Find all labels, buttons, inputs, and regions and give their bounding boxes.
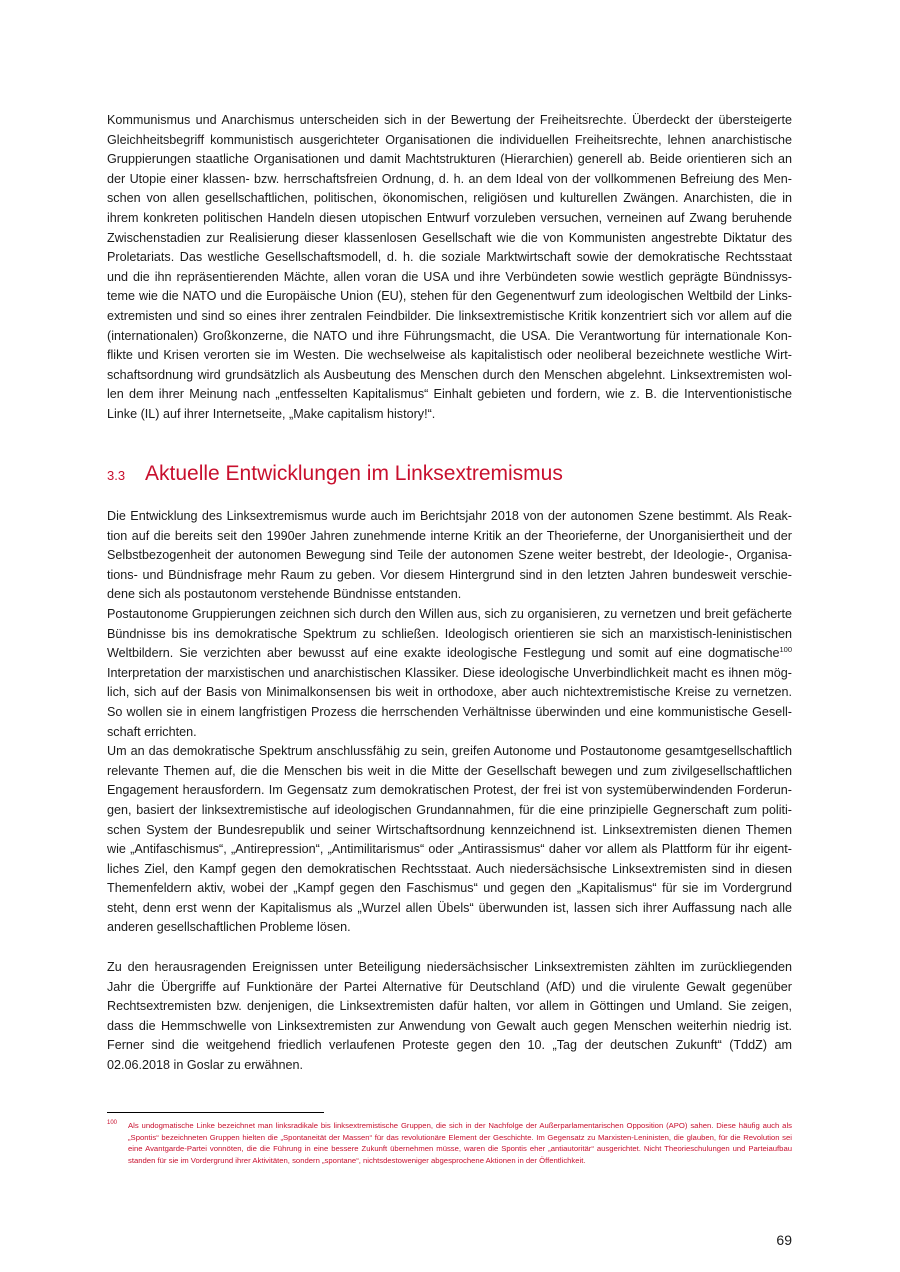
- text-line: Proletariats. Das westliche Gesellschaftsmodell, d. h. die soziale Marktwirtschaft sowie der demokratische Rechtsstaat: [107, 250, 792, 265]
- text-line: Linke (IL) auf ihrer Internetseite, „Make capitalism history!“.: [107, 406, 436, 421]
- text-line: Ferner sind die weitgehend friedlich verlaufenen Proteste gegen den 10. „Tag der deutschen Zukunft“ (TddZ) am: [107, 1038, 792, 1053]
- footnote-number: 100: [107, 1120, 118, 1126]
- text-line: Gruppierungen staatliche Organisationen und damit Machtstrukturen (Hierarchien) generell ab. Beide orientieren sich an: [107, 152, 792, 167]
- text-line: Rechtsextremisten bzw. denjenigen, die Linksextremisten dafür halten, vor allem in Göttingen und Umland. Sie zeigen,: [107, 999, 792, 1014]
- section-number: 3.3: [107, 468, 126, 483]
- footnote: [107, 1120, 792, 1167]
- text-line: Engagement herausfordern. Im Gegensatz zum demokratischen Protest, der frei ist von systemüberwindenden Forderun-: [107, 783, 792, 798]
- text-line: Jahr die Übergriffe auf Funktionäre der Partei Alternative für Deutschland (AfD) und die virulente Gewalt gegenüber: [107, 979, 792, 994]
- text-line: schaftsordnung wird grundsätzlich als Ausbeutung des Menschen durch den Menschen abgelehnt. Linksextremisten wol-: [107, 367, 792, 382]
- text-line: So wollen sie in einem langfristigen Prozess die herrschenden Verhältnisse überwinden und eine kommunistische Gesell-: [107, 704, 792, 719]
- text-line: tion auf die bereits seit den 1990er Jahren zunehmende interne Kritik an der Theorieferne, der Unorganisiertheit und der: [107, 528, 792, 543]
- text-line: schen von allen gesellschaftlichen, politischen, ökonomischen, religiösen und kulturellen Zwängen. Anarchisten, die in: [107, 191, 792, 206]
- text-line: Themenfeldern aktiv, wobei der „Kampf gegen den Faschismus“ und gegen den „Kapitalismus“ für sie im Vordergrund: [107, 881, 792, 896]
- text-line: dene sich als postautonom verstehende Bündnisse entstanden.: [107, 587, 462, 602]
- text-line: liches Ziel, den Kampf gegen den demokratischen Rechtsstaat. Auch niedersächsische Linksextremisten sind in diesen: [107, 861, 792, 876]
- text-line: gen, basiert der linksextremistische auf ideologischen Grundannahmen, für die eine prinzipielle Gegnerschaft zum politi-: [107, 802, 792, 817]
- text-line: tions- und Bündnisfrage mehr Raum zu geben. Vor diesem Hintergrund sind in den letzten Jahren bundesweit verschie-: [107, 567, 792, 582]
- section-heading: [107, 459, 563, 487]
- text-fragment: Weltbildern. Sie verzichten aber bewusst auf eine exakte ideologische Festlegung und somit auf eine dogmatische: [107, 646, 780, 661]
- text-line: ihrem konkreten politischen Handeln diesen utopischen Entwurf vorzuleben versuchen, verneinen auf Zwang beruhende: [107, 210, 792, 225]
- text-line: flikte und Krisen verorten sie im Westen. Die wechselweise als kapitalistisch oder neoliberal bezeichnete westliche Wirt-: [107, 348, 792, 363]
- text-line: Um an das demokratische Spektrum anschlussfähig zu sein, greifen Autonome und Postautonome gesamtgesellschaftlich: [107, 744, 792, 759]
- text-line: Die Entwicklung des Linksextremismus wurde auch im Berichtsjahr 2018 von der autonomen Szene bestimmt. Als Reak-: [107, 509, 792, 523]
- text-line: anderen gesellschaftlichen Probleme lösen.: [107, 920, 351, 935]
- footnote-reference: 100: [779, 645, 792, 655]
- text-line: lich, sich auf der Basis von Minimalkonsensen bis weit in orthodoxe, aber auch nichtextremistische Kreise zu vernetzen.: [107, 685, 792, 700]
- text-line: schen System der Bundesrepublik und seiner Wirtschaftsordnung kennzeichnend ist. Linksextremisten dienen Themen: [107, 822, 792, 837]
- paragraph-block-entwicklungen: [107, 507, 792, 938]
- text-line: wie „Antifaschismus“, „Antirepression“, „Antimilitarismus“ oder „Antirassismus“ daher vor allem als Plattform für ihr eigent-: [107, 842, 792, 857]
- text-line: schaft errichten.: [107, 724, 197, 739]
- text-line: teme wie die NATO und die Europäische Union (EU), stehen für den Gegenentwurf zum ideologischen Weltbild der Links-: [107, 289, 792, 304]
- paragraph-ereignisse: [107, 958, 792, 1076]
- text-line: Kommunismus und Anarchismus unterscheiden sich in der Bewertung der Freiheitsrechte. Überdeckt der übersteigerte: [107, 113, 792, 127]
- text-line: steht, denn erst wenn der Kapitalismus als „Wurzel allen Übels“ überwunden ist, lassen sich ihrer Auffassung nach alle: [107, 900, 792, 915]
- text-line: len dem ihrer Meinung nach „entfesselten Kapitalismus“ Einhalt gebieten und fordern, wie z. B. die Interventionistische: [107, 387, 792, 402]
- paragraph-kommunismus-anarchismus: [107, 111, 792, 425]
- page-number: 69: [776, 1232, 792, 1248]
- text-line: 02.06.2018 in Goslar zu erwähnen.: [107, 1057, 304, 1072]
- text-line: und die ihn repräsentierenden Mächte, allen voran die USA und ihre Verbündeten sowie westlich geprägte Bündnissys-: [107, 269, 792, 284]
- text-line: [107, 644, 792, 664]
- text-line: Postautonome Gruppierungen zeichnen sich durch den Willen aus, sich zu organisieren, zu vernetzen und breit gefächerte: [107, 606, 792, 621]
- text-line: Interpretation der marxistischen und anarchistischen Klassiker. Diese ideologische Unverbindlichkeit macht es ihnen mög-: [107, 665, 792, 680]
- text-line: Zu den herausragenden Ereignissen unter Beteiligung niedersächsischer Linksextremisten zählten im zurückliegenden: [107, 960, 792, 974]
- footnote-text: Als undogmatische Linke bezeichnet man linksradikale bis linksextremistische Gruppen, die sich in der Nachfolge der Außerparlamentarischen Opposition (APO) sahen. Diese häufig auch als „Spontis“ bezeichneten Gruppen hielten die „Spontaneität der Massen“ für das revolutionäre Element der Geschichte. Im Gegensatz zu Marxisten-Leninisten, die glauben, für die Revolution sei eine Avantgarde-Partei vonnöten, die die Führung in eine bessere Zukunft übernehmen müsse, waren die Spontis eher „antiautoritär“ ausgerichtet. Nicht Theorieschulungen und Parteiaufbau standen für sie im Vordergrund ihrer Aktivitäten, sondern „spontane“, nichtsdestoweniger abgesprochene Aktionen in der Öffentlichkeit.: [128, 1121, 792, 1166]
- section-title: Aktuelle Entwicklungen im Linksextremismus: [145, 462, 563, 485]
- footnote-separator: [107, 1112, 324, 1113]
- text-line: dass die Hemmschwelle von Linksextremisten zur Anwendung von Gewalt auch gegen Menschen weiterhin niedrig ist.: [107, 1018, 792, 1033]
- text-line: extremisten und sind so eines ihrer zentralen Feindbilder. Die linksextremistische Kritik konzentriert sich vor allem auf die: [107, 308, 792, 323]
- text-line: Gleichheitsbegriff kommunistisch ausgerichteter Organisationen die individuellen Freiheitsrechte, lehnen anarchistische: [107, 132, 792, 147]
- text-line: (internationalen) Großkonzerne, die NATO und ihre Führungsmacht, die USA. Die Verantwortung für internationale Kon-: [107, 328, 792, 343]
- text-line: Zwischenstadien zur Realisierung dieser klassenlosen Gesellschaft wie die von Kommunisten angestrebte Diktatur des: [107, 230, 792, 245]
- text-line: relevante Themen auf, die die Menschen bis weit in die Mitte der Gesellschaft bewegen und zum zivilgesellschaftlichen: [107, 763, 792, 778]
- text-line: der Utopie einer klassen- bzw. herrschaftsfreien Ordnung, d. h. an dem Ideal von der vollkommenen Befreiung des Men-: [107, 171, 792, 186]
- text-line: Selbstbezogenheit der autonomen Bewegung sind Teile der autonomen Szene weiter bestrebt, der Ideologie-, Organisa-: [107, 548, 792, 563]
- text-line: Bündnisse bis ins demokratische Spektrum zu schließen. Ideologisch orientieren sie sich an marxistisch-leninistischen: [107, 626, 792, 641]
